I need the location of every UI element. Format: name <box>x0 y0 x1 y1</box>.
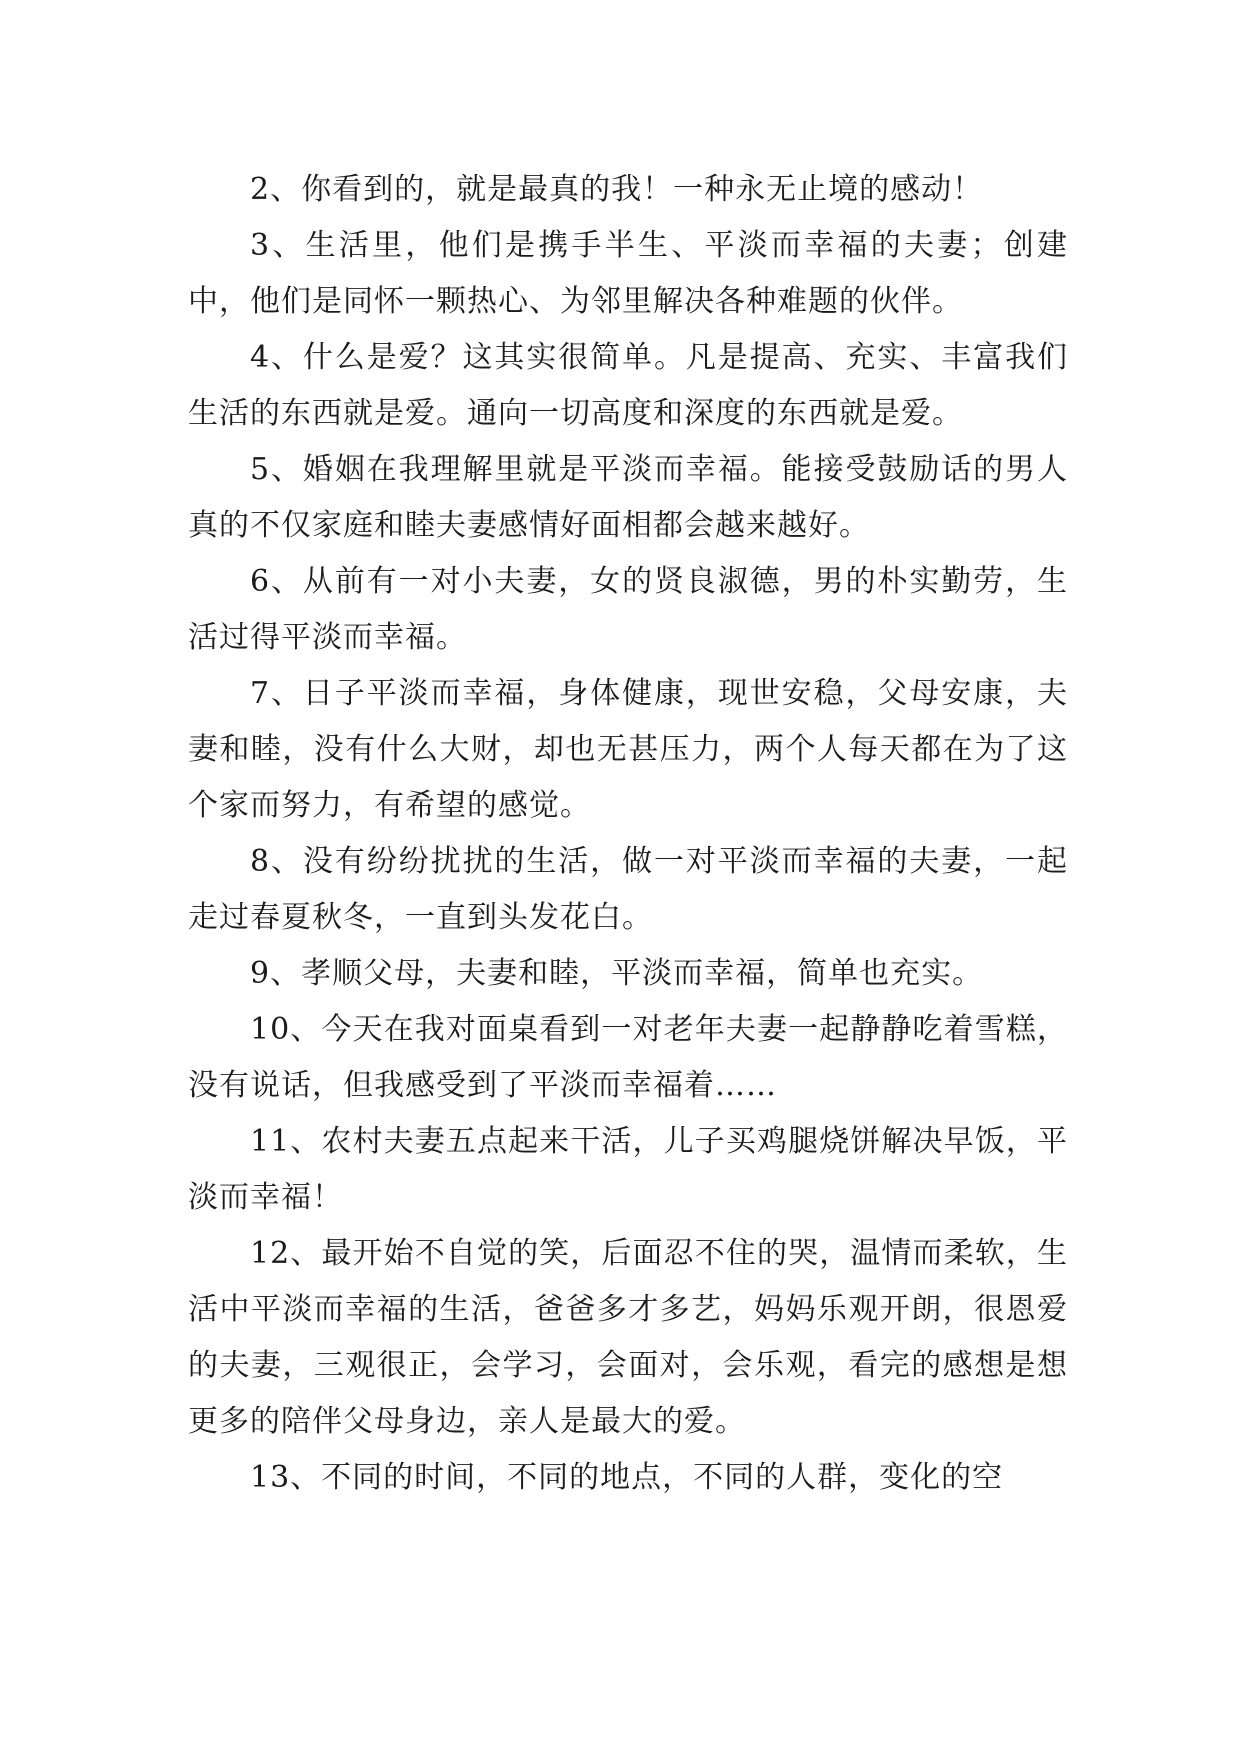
paragraph-5: 5、婚姻在我理解里就是平淡而幸福。能接受鼓励话的男人真的不仅家庭和睦夫妻感情好面相都会越来越好。 <box>188 452 1068 543</box>
paragraph-9: 9、孝顺父母，夫妻和睦，平淡而幸福，简单也充实。 <box>250 956 984 991</box>
paragraph-12: 12、最开始不自觉的笑，后面忍不住的哭，温情而柔软，生活中平淡而幸福的生活，爸爸多才多艺，妈妈乐观开朗，很恩爱的夫妻，三观很正，会学习，会面对，会乐观，看完的感想是想更多的陪伴父母身边，亲人是最大的爱。 <box>188 1236 1068 1439</box>
document-body <box>188 162 1068 1506</box>
paragraph-6: 6、从前有一对小夫妻，女的贤良淑德，男的朴实勤劳，生活过得平淡而幸福。 <box>188 564 1068 655</box>
paragraph-3: 3、生活里，他们是携手半生、平淡而幸福的夫妻；创建中，他们是同怀一颗热心、为邻里解决各种难题的伙伴。 <box>188 228 1068 319</box>
paragraph-4: 4、什么是爱？这其实很简单。凡是提高、充实、丰富我们生活的东西就是爱。通向一切高度和深度的东西就是爱。 <box>188 340 1068 431</box>
paragraph-8: 8、没有纷纷扰扰的生活，做一对平淡而幸福的夫妻，一起走过春夏秋冬，一直到头发花白。 <box>188 844 1068 935</box>
paragraph-11: 11、农村夫妻五点起来干活，儿子买鸡腿烧饼解决早饭，平淡而幸福！ <box>188 1124 1068 1215</box>
paragraph-2: 2、你看到的，就是最真的我！一种永无止境的感动！ <box>250 172 984 207</box>
paragraph-10: 10、今天在我对面桌看到一对老年夫妻一起静静吃着雪糕，没有说话，但我感受到了平淡而幸福着…… <box>188 1012 1068 1103</box>
paragraph-13: 13、不同的时间，不同的地点，不同的人群，变化的空 <box>250 1460 1004 1495</box>
paragraph-7: 7、日子平淡而幸福，身体健康，现世安稳，父母安康，夫妻和睦，没有什么大财，却也无甚压力，两个人每天都在为了这个家而努力，有希望的感觉。 <box>188 676 1068 823</box>
